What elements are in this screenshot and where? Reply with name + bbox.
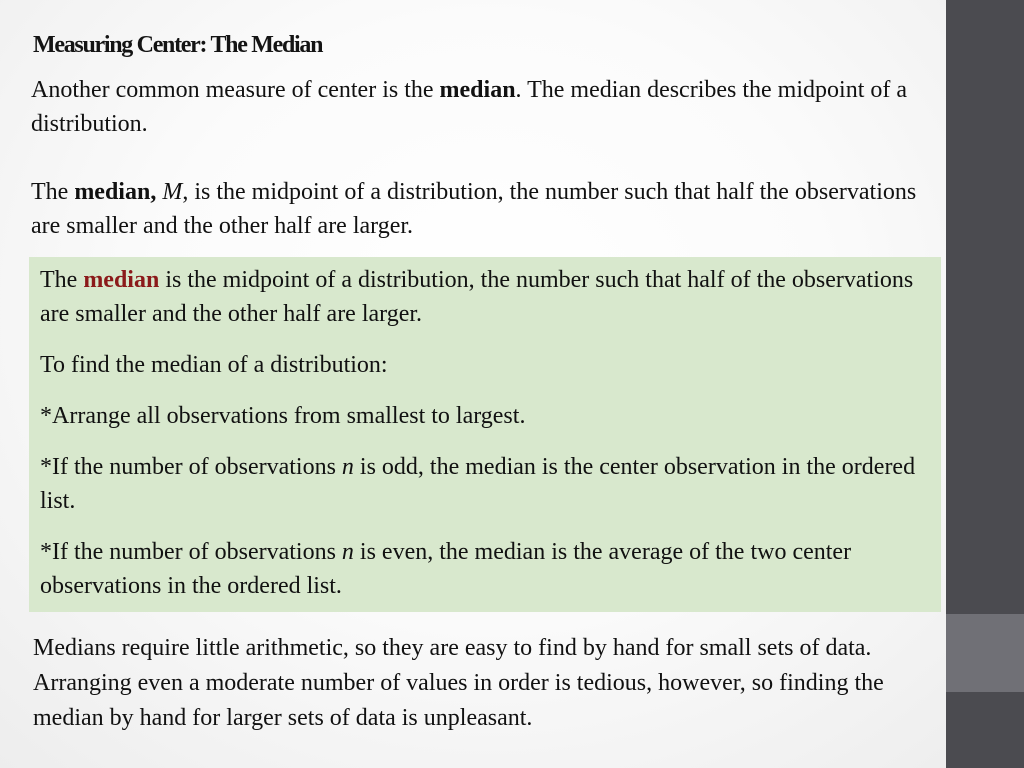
box-how-to: To find the median of a distribution: — [40, 352, 388, 378]
box-step-2 — [40, 450, 931, 518]
box-step-3-var: n — [341, 539, 354, 565]
definition-term: median, — [74, 179, 157, 205]
slide-title: Measuring Center: The Median — [33, 32, 323, 58]
intro-term: median — [439, 77, 516, 103]
box-definition-the: The — [40, 267, 84, 293]
right-sidebar-bar — [946, 0, 1024, 768]
intro-paragraph — [31, 73, 936, 141]
box-definition-rest: is the midpoint of a distribution, the number such that half of the observations are smaller and the other half are larger. — [40, 267, 914, 327]
box-step-2-after: is odd, the median is the center observation in the ordered list. — [40, 454, 916, 514]
definition-rest: , is the midpoint of a distribution, the number such that half the observations are smaller and the other half are larger. — [31, 179, 917, 239]
box-step-2-before: *If the number of observations — [40, 454, 342, 480]
box-step-1: *Arrange all observations from smallest to largest. — [40, 403, 526, 429]
definition-box — [29, 257, 941, 612]
definition-paragraph — [31, 175, 936, 243]
intro-text-after: . The median describes the midpoint of a distribution. — [31, 77, 907, 137]
box-step-2-var: n — [341, 454, 354, 480]
box-step-3-after: is even, the median is the average of the two center observations in the ordered list. — [40, 539, 852, 599]
box-step-3-before: *If the number of observations — [40, 539, 342, 565]
closing-paragraph: Medians require little arithmetic, so they are easy to find by hand for small sets of data. Arranging even a moderate number of values in order is tedious, however, so finding the median by hand for larger sets of data is unpleasant. — [33, 635, 884, 731]
box-step-3 — [40, 535, 931, 603]
box-definition — [40, 263, 931, 331]
intro-text-before: Another common measure of center is the — [31, 77, 440, 103]
box-definition-term: median — [83, 267, 160, 293]
sidebar-accent-block — [946, 614, 1024, 692]
definition-symbol: M — [162, 179, 183, 205]
definition-the: The — [31, 179, 75, 205]
